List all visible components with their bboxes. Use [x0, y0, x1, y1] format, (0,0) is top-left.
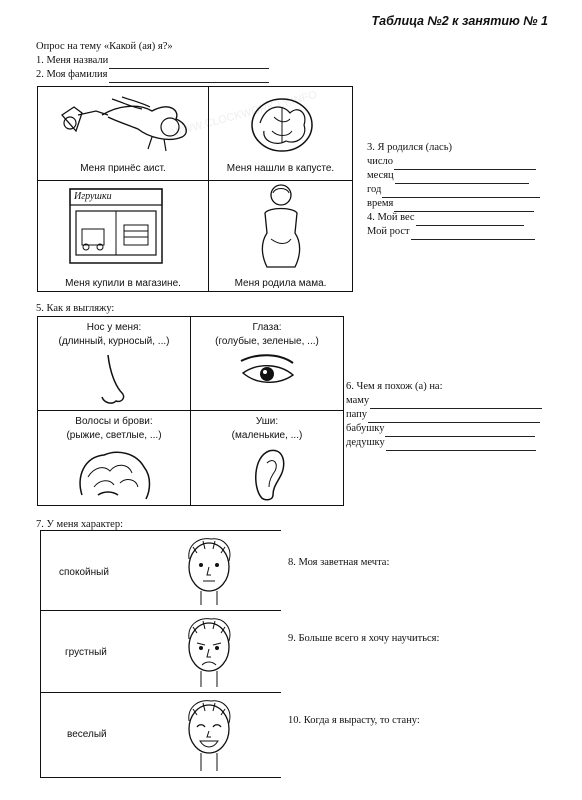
similar-grandma-row: [346, 422, 535, 437]
happy-row[interactable]: [41, 693, 281, 777]
hair-options: (рыжие, светлые, ...): [66, 430, 162, 441]
weight-answer-line[interactable]: [416, 214, 524, 226]
date-answer-line[interactable]: [394, 158, 536, 170]
born-date-row: [367, 155, 536, 170]
hair-icon: [74, 447, 154, 503]
ears-options: (маленькие, ...): [231, 430, 303, 441]
mom-answer-line[interactable]: [370, 397, 542, 409]
stork-icon: [52, 93, 202, 161]
stork-caption: Меня принёс аист.: [80, 163, 166, 174]
surname-answer-line[interactable]: [109, 71, 269, 83]
nose-options: (длинный, курносый, ...): [58, 336, 170, 347]
mom-caption: Меня родила мама.: [234, 278, 327, 289]
calm-face-icon: [179, 533, 239, 609]
month-label: месяц: [367, 170, 394, 181]
name-answer-line[interactable]: [109, 57, 269, 69]
eyes-cell[interactable]: [191, 317, 343, 411]
mom-cell[interactable]: [209, 181, 352, 291]
store-caption: Меня купили в магазине.: [65, 278, 181, 289]
hair-title: Волосы и брови:: [75, 416, 153, 427]
ears-cell[interactable]: [191, 411, 343, 505]
sad-row[interactable]: [41, 611, 281, 693]
appearance-grid: [37, 316, 344, 506]
cabbage-caption: Меня нашли в капусте.: [226, 163, 335, 174]
eyes-options: (голубые, зеленые, ...): [215, 336, 319, 347]
date-label: число: [367, 156, 394, 167]
sad-face-icon: [179, 613, 239, 691]
question-7: 7. У меня характер:: [36, 519, 123, 530]
nose-icon: [92, 353, 132, 409]
dad-label: папу: [346, 409, 368, 420]
cabbage-cell[interactable]: [209, 87, 352, 181]
birth-story-grid: [37, 86, 353, 292]
question-2: [36, 68, 269, 83]
eyes-title: Глаза:: [252, 322, 282, 333]
stork-cell[interactable]: [38, 87, 209, 181]
similar-dad-row: [346, 408, 540, 423]
calm-row[interactable]: [41, 531, 281, 611]
year-answer-line[interactable]: [382, 186, 540, 198]
hair-cell[interactable]: [38, 411, 191, 505]
nose-title: Нос у меня:: [86, 322, 142, 333]
happy-label: веселый: [67, 729, 107, 740]
question-3: 3. Я родился (лась): [367, 142, 452, 153]
born-month-row: [367, 169, 529, 184]
grandpa-answer-line[interactable]: [386, 439, 536, 451]
calm-label: спокойный: [59, 567, 109, 578]
month-answer-line[interactable]: [395, 172, 529, 184]
ears-title: Уши:: [255, 416, 279, 427]
weight-label: 4. Мой вес: [367, 212, 415, 223]
dad-answer-line[interactable]: [368, 411, 540, 423]
eye-icon: [237, 353, 297, 393]
store-cell[interactable]: [38, 181, 209, 291]
page-title: Таблица №2 к занятию № 1: [371, 14, 548, 28]
question-4: [367, 211, 524, 226]
watermark: WWW.CLOCKWORK.LY.INFO: [170, 88, 319, 140]
height-label: Мой рост: [367, 226, 410, 237]
sad-label: грустный: [65, 647, 107, 658]
height-row: [367, 225, 535, 240]
similar-grandpa-row: [346, 436, 536, 451]
question-6: 6. Чем я похож (а) на:: [346, 381, 443, 392]
question-9: 9. Больше всего я хочу научиться:: [288, 633, 440, 644]
happy-face-icon: [179, 695, 239, 775]
character-grid: [40, 530, 281, 778]
season-label: время: [367, 198, 394, 209]
question-2-label: 2. Моя фамилия: [36, 69, 108, 80]
question-1-label: 1. Меня назвали: [36, 55, 109, 66]
store-sign-text: Игрушки: [74, 191, 112, 202]
year-label: год: [367, 184, 382, 195]
question-10: 10. Когда я вырасту, то стану:: [288, 715, 420, 726]
season-answer-line[interactable]: [394, 200, 534, 212]
grandpa-label: дедушку: [346, 437, 385, 448]
nose-cell[interactable]: [38, 317, 191, 411]
height-answer-line[interactable]: [411, 228, 535, 240]
born-season-row: [367, 197, 534, 212]
ear-icon: [249, 447, 289, 503]
grandma-answer-line[interactable]: [385, 425, 535, 437]
survey-intro: Опрос на тему «Какой (ая) я?»: [36, 41, 173, 52]
born-year-row: [367, 183, 540, 198]
pregnant-mother-icon: [251, 183, 311, 271]
cabbage-icon: [242, 93, 322, 157]
question-5: 5. Как я выгляжу:: [36, 303, 115, 314]
mom-label: маму: [346, 395, 370, 406]
grandma-label: бабушку: [346, 423, 385, 434]
question-8: 8. Моя заветная мечта:: [288, 557, 390, 568]
similar-mom-row: [346, 394, 542, 409]
question-1: [36, 54, 269, 69]
